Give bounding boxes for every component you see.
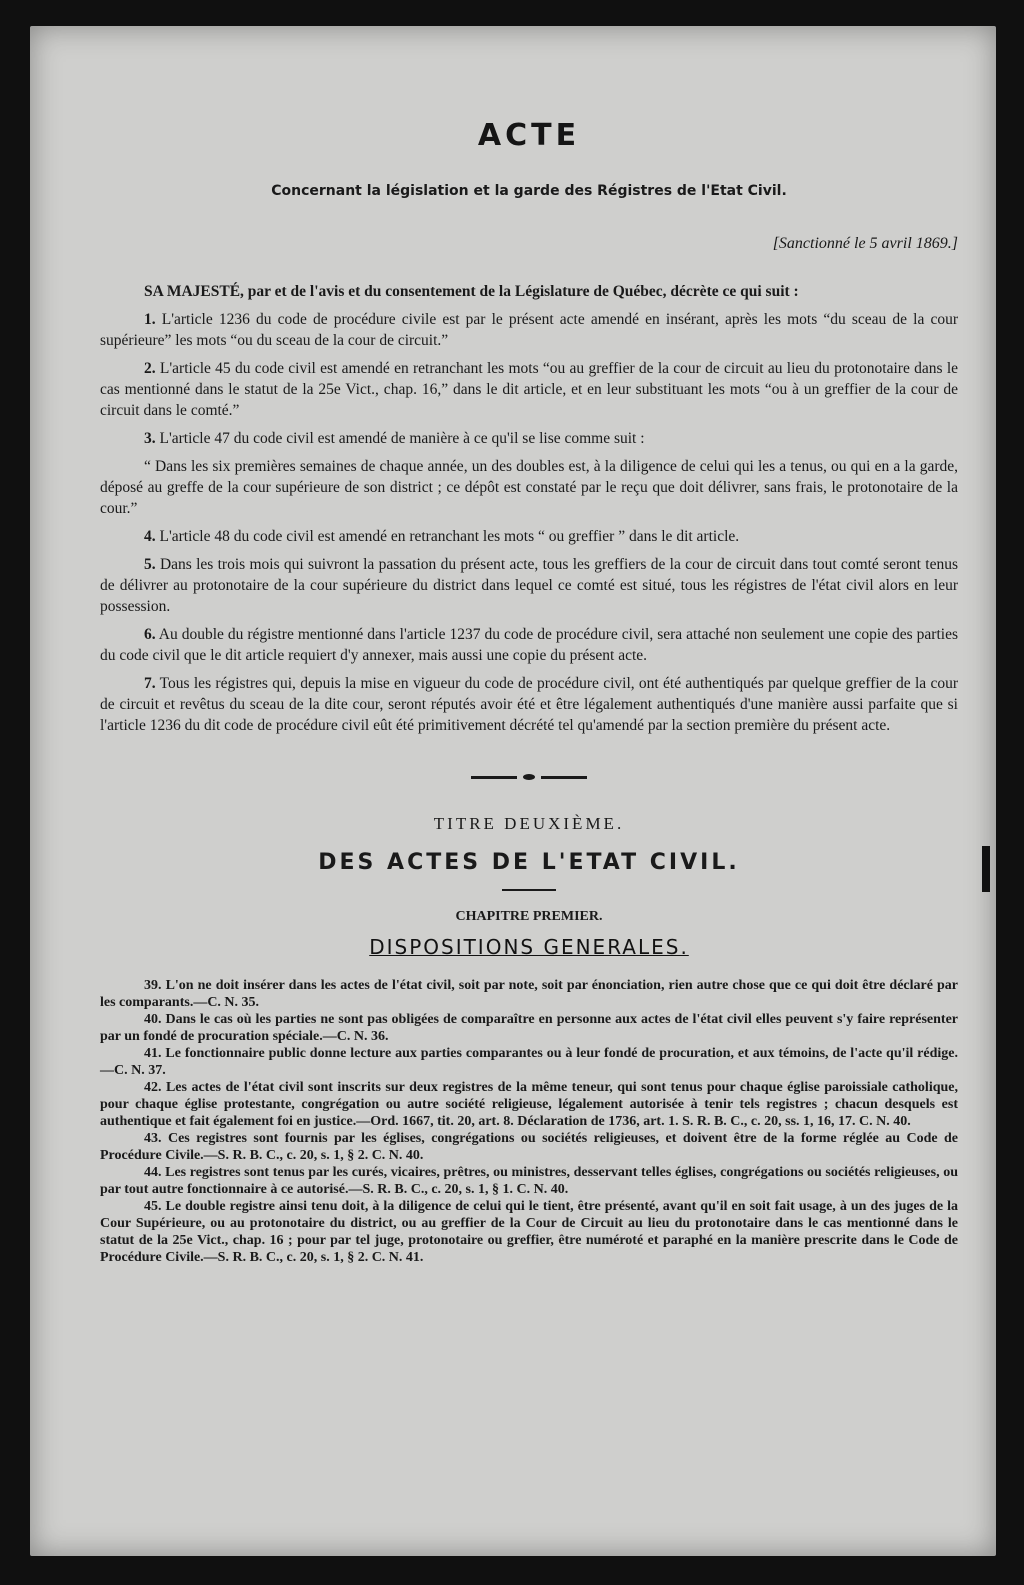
document-content [100,118,958,1266]
chapitre-heading: CHAPITRE PREMIER. [455,909,603,924]
article-number: 5. [144,556,156,573]
article-paragraph [100,526,958,547]
article-paragraph [100,358,958,421]
document-title: ACTE [477,118,581,153]
article-paragraph [100,673,958,736]
article-number: 40. [144,1012,162,1027]
article-number: 1. [144,311,156,328]
article-paragraph [100,1164,958,1198]
article-text: Ces registres sont fournis par les églises, congrégations ou sociétés religieuses, et doivent être de la forme réglée au Code de Procédure Civile.—S. R. B. C., c. 20, s. 1, § 2. C. N. 40. [100,1131,959,1163]
article-text: L'article 48 du code civil est amendé en retranchant les mots “ ou greffier ” dans le dit article. [159,528,740,545]
article-text: Les actes de l'état civil sont inscrits sur deux registres de la même teneur, qui sont tenus pour chaque église paroissiale catholique, pour chaque église protestante, congrégation ou autre société religieuse, légalement autorisée à tenir tels registres ; chacun desquels est authentique et fait également foi en justice.—Ord. 1667, tit. 20, art. 8. Déclaration de 1736, art. 1. S. R. B. C., c. 20, ss. 1, 16, 17. C. N. 40. [100,1080,958,1129]
article-text: Le fonctionnaire public donne lecture aux parties comparantes ou à leur fondé de procuration, et aux témoins, de l'acte qu'il rédige.—C. N. 37. [100,1046,959,1078]
ornament-dot [523,774,535,780]
articles-part1 [100,309,958,736]
article-paragraph [100,1011,958,1045]
article-text: Dans le cas où les parties ne sont pas obligées de comparaître en personne aux actes de l'état civil elles peuvent s'y faire représenter par un fondé de procuration spéciale.—C. N. 36. [100,1012,959,1044]
section-heading: DES ACTES DE L'ETAT CIVIL. [318,850,740,875]
article-paragraph [100,554,958,617]
article-paragraph [100,977,958,1011]
article-number: 6. [144,626,156,643]
document-subtitle: Concernant la législation et la garde des Régistres de l'Etat Civil. [271,183,787,199]
sanction-date: [Sanctionné le 5 avril 1869.] [772,235,958,252]
article-text: “ Dans les six premières semaines de chaque année, un des doubles est, à la diligence de celui qui les a tenus, ou qui en a la garde, déposé au greffe de la cour supérieure de son district ; ce dépôt est constaté par le reçu que doit délivrer, sans frais, le protonotaire de la cour.” [100,458,958,517]
article-number: 42. [144,1080,162,1095]
dispositions-heading: DISPOSITIONS GENERALES. [369,935,689,959]
article-paragraph [100,1045,958,1079]
article-text: Au double du régistre mentionné dans l'article 1237 du code de procédure civil, sera attaché non seulement une copie des parties du code civil que le dit article requiert d'y annexer, mais aussi une copie du présent acte. [100,626,958,664]
article-text: Le double registre ainsi tenu doit, à la diligence de celui qui le tient, être présenté, avant qu'il en soit fait usage, à un des juges de la Cour Supérieure, ou au protonotaire du district, ou au greffier de la Cour de Circuit au lieu du protonotaire dans le cas mentionné dans le statut de la 25e Vict., chap. 16 ; pour par tel juge, protonotaire ou greffier, être numéroté et paraphé en la manière prescrite dans le Code de Procédure Civile.—S. R. B. C., c. 20, s. 1, § 2. C. N. 41. [100,1199,958,1265]
article-number: 2. [144,360,156,377]
article-text: L'article 1236 du code de procédure civile est par le présent acte amendé en insérant, après les mots “du sceau de la cour supérieure” les mots “ou du sceau de la cour de circuit.” [100,311,958,349]
article-text: L'article 45 du code civil est amendé en retranchant les mots “ou au greffier de la cour de circuit au lieu du protonotaire dans le cas mentionné dans le statut de la 25e Vict., chap. 16,” dans le dit article, et en leur substituant les mots “ou à un greffier de la cour de circuit dans le comté.” [100,360,958,419]
document-page [30,26,996,1556]
ornament-line-right [541,776,587,779]
article-text: Les registres sont tenus par les curés, vicaires, prêtres, ou ministres, desservant telles églises, congrégations ou sociétés religieuses, ou par tout autre fonctionnaire à ce autorisé.—S. R. B. C., c. 20, s. 1, § 1. C. N. 40. [100,1165,958,1197]
article-paragraph [100,624,958,666]
article-paragraph [100,456,958,519]
article-text: L'article 47 du code civil est amendé de manière à ce qu'il se lise comme suit : [159,430,645,447]
article-text: Dans les trois mois qui suivront la passation du présent acte, tous les greffiers de la cour de circuit dans tout comté seront tenus de délivrer au protonotaire de la cour supérieure du district dans lequel ce comté est situé, tous les régistres de l'état civil alors en leur possession. [100,556,959,615]
heading-rule [502,889,556,891]
article-number: 44. [144,1165,162,1180]
article-paragraph [100,1198,958,1266]
article-number: 39. [144,978,162,993]
article-number: 4. [144,528,156,545]
titre-heading: TITRE DEUXIÈME. [433,814,625,833]
article-number: 41. [144,1046,162,1061]
article-text: Tous les régistres qui, depuis la mise en vigueur du code de procédure civil, ont été authentiqués par quelque greffier de la cour de circuit et revêtus du sceau de la dite cour, seront réputés avoir été et être légalement authentiqués d'une manière aussi parfaite que si l'article 1236 du dit code de procédure civil eût été primitivement décrété tel qu'amendé par la section première du présent acte. [100,675,958,734]
article-paragraph [100,1079,958,1130]
articles-part2 [100,977,958,1266]
article-number: 3. [144,430,156,447]
page-edge-mark [982,846,990,892]
article-paragraph [100,428,958,449]
ornament-line-left [471,776,517,779]
article-number: 45. [144,1199,162,1214]
article-text: L'on ne doit insérer dans les actes de l'état civil, soit par note, soit par énonciation, rien autre chose que ce qui doit être déclaré par les comparants.—C. N. 35. [100,978,958,1010]
article-number: 43. [144,1131,162,1146]
preamble: SA MAJESTÉ, par et de l'avis et du consentement de la Législature de Québec, décrète ce qui suit : [144,283,799,300]
ornament-divider [100,774,958,780]
article-paragraph [100,1130,958,1164]
article-paragraph [100,309,958,351]
article-number: 7. [144,675,156,692]
